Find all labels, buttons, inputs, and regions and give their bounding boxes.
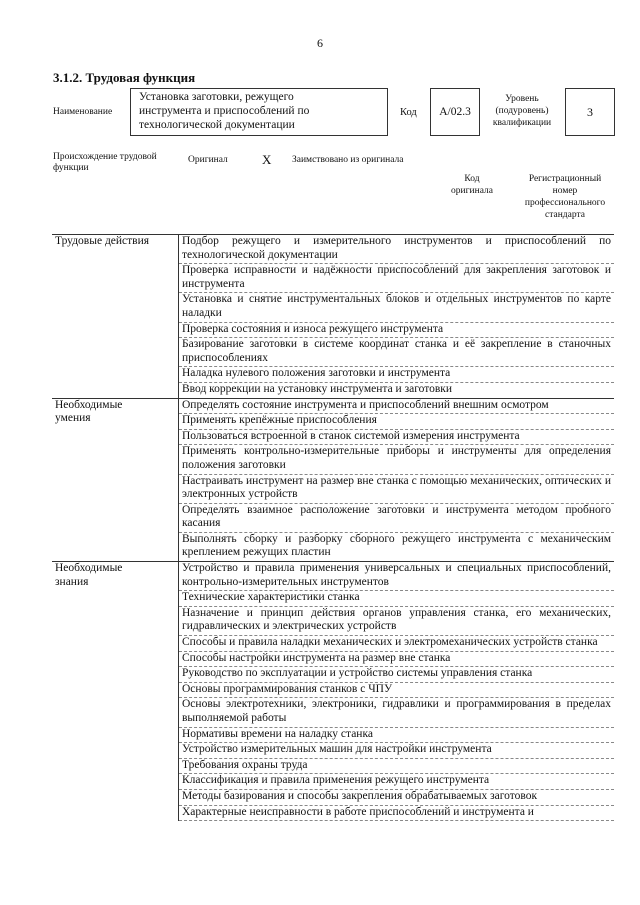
item-cell: Требования охраны труда [179, 758, 615, 774]
item-cell: Установка и снятие инструментальных блоков и отдельных инструментов по карте наладки [179, 293, 615, 322]
origin-label [53, 152, 157, 174]
reg-number-line: стандарта [545, 210, 585, 220]
function-name-line: Установка заготовки, режущего [139, 91, 294, 103]
item-cell: Наладка нулевого положения заготовки и инструмента [179, 367, 615, 383]
borrowed-label: Заимствовано из оригинала [292, 155, 404, 165]
item-cell: Руководство по эксплуатации и устройство системы управления станка [179, 667, 615, 683]
item-cell: Выполнять сборку и разборку сборного режущего инструмента с механическим креплением режущих пластин [179, 532, 615, 561]
name-label: Наименование [53, 107, 113, 117]
category-label-line: Трудовые действия [55, 235, 150, 247]
item-cell: Устройство измерительных машин для настройки инструмента [179, 743, 615, 759]
item-cell: Проверка исправности и надёжности приспособлений для закрепления заготовок и инструмента [179, 264, 615, 293]
item-cell: Классификация и правила применения режущего инструмента [179, 774, 615, 790]
code-original-line: оригинала [451, 186, 493, 196]
registration-number-label [515, 173, 615, 221]
category-label-line: знания [55, 575, 89, 588]
origin-label-line: Происхождение трудовой [53, 152, 157, 162]
level-label-line: (подуровень) [495, 106, 549, 116]
item-cell: Способы и правила наладки механических и электромеханических устройств станка [179, 636, 615, 652]
qualification-level-label [482, 93, 562, 129]
function-name-line: технологической документации [139, 119, 295, 131]
labor-function-table [52, 234, 614, 821]
section-title: 3.1.2. Трудовая функция [53, 70, 196, 85]
reg-number-line: Регистрационный [528, 174, 602, 184]
item-cell: Ввод коррекции на установку инструмента и заготовки [179, 382, 615, 398]
function-name-line: инструмента и приспособлений по [139, 105, 310, 117]
code-original-label [440, 173, 504, 197]
category-label-line: Необходимые [55, 398, 123, 411]
reg-number-line: профессионального [524, 198, 606, 208]
item-cell: Основы программирования станков с ЧПУ [179, 682, 615, 698]
item-cell: Технические характеристики станка [179, 591, 615, 607]
category-cell [52, 398, 179, 562]
function-name-box [130, 88, 388, 136]
item-cell: Проверка состояния и износа режущего инструмента [179, 322, 615, 338]
item-cell: Определять взаимное расположение заготовки и инструмента методом пробного касания [179, 503, 615, 532]
reg-number-line: номер [552, 186, 578, 196]
item-cell: Характерные неисправности в работе приспособлений и инструмента и [179, 805, 615, 821]
level-label-line: квалификации [492, 118, 552, 128]
item-cell: Способы настройки инструмента на размер вне станка [179, 651, 615, 667]
category-label-line: умения [55, 412, 91, 425]
table-row [52, 235, 614, 264]
table-row [52, 398, 614, 414]
item-cell: Базирование заготовки в системе координат станка и её закрепление в станочных приспособлениях [179, 338, 615, 367]
code-original-line: Код [464, 174, 480, 184]
item-cell: Подбор режущего и измерительного инструментов и приспособлений по технологической документации [179, 235, 615, 264]
item-cell: Устройство и правила применения универсальных и специальных приспособлений, контрольно-измерительных инструментов [179, 562, 615, 591]
item-cell: Нормативы времени на наладку станка [179, 727, 615, 743]
item-cell: Пользоваться встроенной в станок системой измерения инструмента [179, 429, 615, 445]
item-cell: Методы базирования и способы закрепления обрабатываемых заготовок [179, 789, 615, 805]
original-label: Оригинал [188, 155, 228, 165]
origin-mark: X [262, 152, 272, 167]
origin-label-line: функции [53, 163, 89, 173]
category-cell [52, 235, 179, 399]
item-cell: Применять контрольно-измерительные приборы и инструменты для определения положения заготовки [179, 445, 615, 474]
item-cell: Определять состояние инструмента и приспособлений внешним осмотром [179, 398, 615, 414]
level-label-line: Уровень [505, 94, 539, 104]
item-cell: Назначение и принцип действия органов управления станка, его механических, гидравлических и электрических устройств [179, 606, 615, 635]
category-label-line: Необходимые [55, 562, 123, 575]
item-cell: Настраивать инструмент на размер вне станка с помощью механических, оптических и электронных устройств [179, 474, 615, 503]
category-cell [52, 562, 179, 821]
page-number: 6 [317, 36, 323, 50]
qualification-level-value: 3 [565, 88, 615, 136]
table-body [52, 235, 614, 821]
item-cell: Применять крепёжные приспособления [179, 414, 615, 430]
item-cell: Основы электротехники, электроники, гидравлики и программирования в пределах выполняемой работы [179, 698, 615, 727]
table-row [52, 562, 614, 591]
code-value: A/02.3 [430, 88, 480, 136]
code-label: Код [400, 107, 417, 118]
